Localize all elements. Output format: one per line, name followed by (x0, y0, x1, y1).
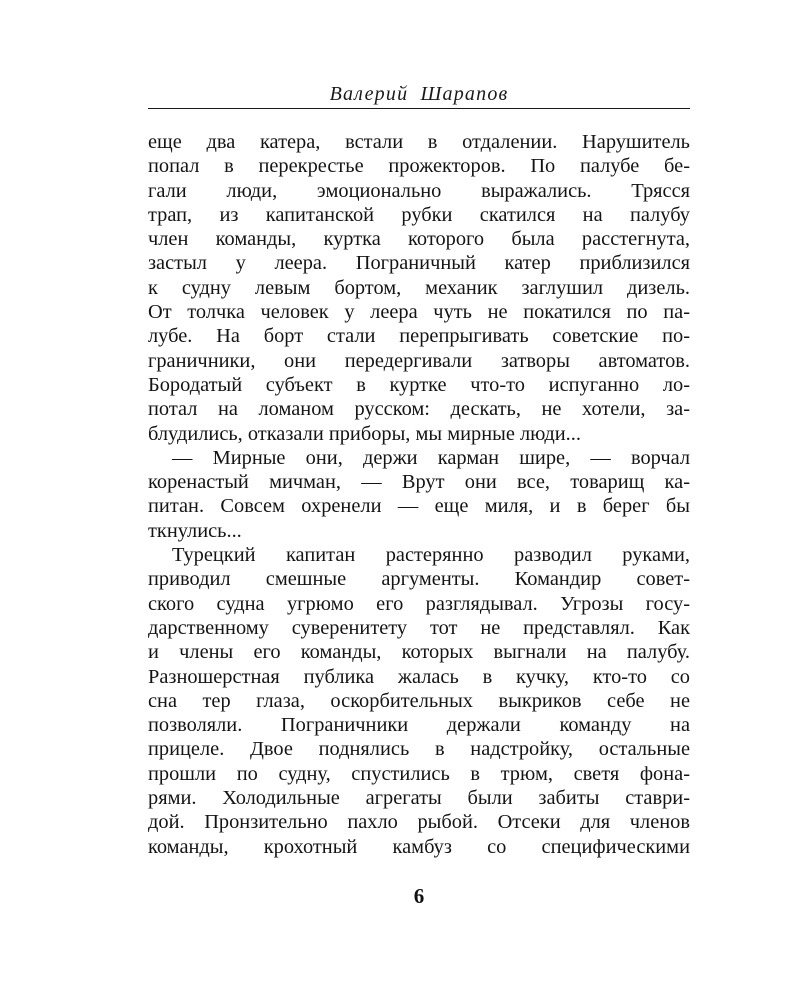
text-line: потал на ломаном русском: дескать, не хотели, за- (148, 398, 690, 421)
text-line: Турецкий капитан растерянно разводил руками, (172, 544, 690, 567)
text-line: Разношерстная публика жалась в кучку, кто-то со (148, 665, 690, 688)
text-line: дой. Пронзительно пахло рыбой. Отсеки для членов (148, 811, 690, 834)
text-line: застыл у леера. Пограничный катер приблизился (148, 252, 690, 275)
text-line: команды, крохотный камбуз со специфическими (148, 835, 690, 858)
text-line: — Мирные они, держи карман шире, — ворчал (172, 446, 690, 469)
header-rule (148, 108, 690, 109)
text-line: лубе. На борт стали перепрыгивать советские по- (148, 325, 690, 348)
text-line: граничники, они передергивали затворы автоматов. (148, 349, 690, 372)
text-line: приводил смешные аргументы. Командир совет- (148, 568, 690, 591)
text-line: дарственному суверенитету тот не представлял. Как (148, 616, 690, 639)
text-line: сна тер глаза, оскорбительных выкриков себе не (148, 689, 690, 712)
text-line: позволяли. Пограничники держали команду на (148, 714, 690, 737)
text-line: коренастый мичман, — Врут они все, товарищ ка- (148, 471, 690, 494)
text-line: прошли по судну, спустились в трюм, светя фона- (148, 762, 690, 785)
text-line: рями. Холодильные агрегаты были забиты ставри- (148, 787, 690, 810)
text-line: ского судна угрюмо его разглядывал. Угрозы госу- (148, 592, 690, 615)
text-line: питан. Совсем охренели — еще миля, и в берег бы (148, 495, 690, 518)
text-line: и члены его команды, которых выгнали на палубу. (148, 641, 690, 664)
page-number: 6 (413, 884, 425, 908)
text-line: к судну левым бортом, механик заглушил дизель. (148, 276, 690, 299)
body-text (148, 130, 690, 859)
text-line: прицеле. Двое поднялись в надстройку, остальные (148, 738, 690, 761)
text-line: гали люди, эмоционально выражались. Трясся (148, 179, 690, 202)
text-line: ткнулись... (148, 519, 242, 542)
text-line: трап, из капитанской рубки скатился на палубу (148, 203, 690, 226)
text-line: еще два катера, встали в отдалении. Нарушитель (148, 131, 690, 153)
text-line: блудились, отказали приборы, мы мирные люди... (148, 422, 581, 445)
text-line: член команды, куртка которого была расстегнута, (148, 228, 690, 251)
text-line: От толчка человек у леера чуть не покатился по па- (148, 301, 690, 324)
text-line: попал в перекрестье прожекторов. По палубе бе- (148, 155, 690, 178)
text-line: Бородатый субъект в куртке что-то испуганно ло- (148, 373, 690, 396)
running-head-author: Валерий Шарапов (329, 83, 509, 105)
